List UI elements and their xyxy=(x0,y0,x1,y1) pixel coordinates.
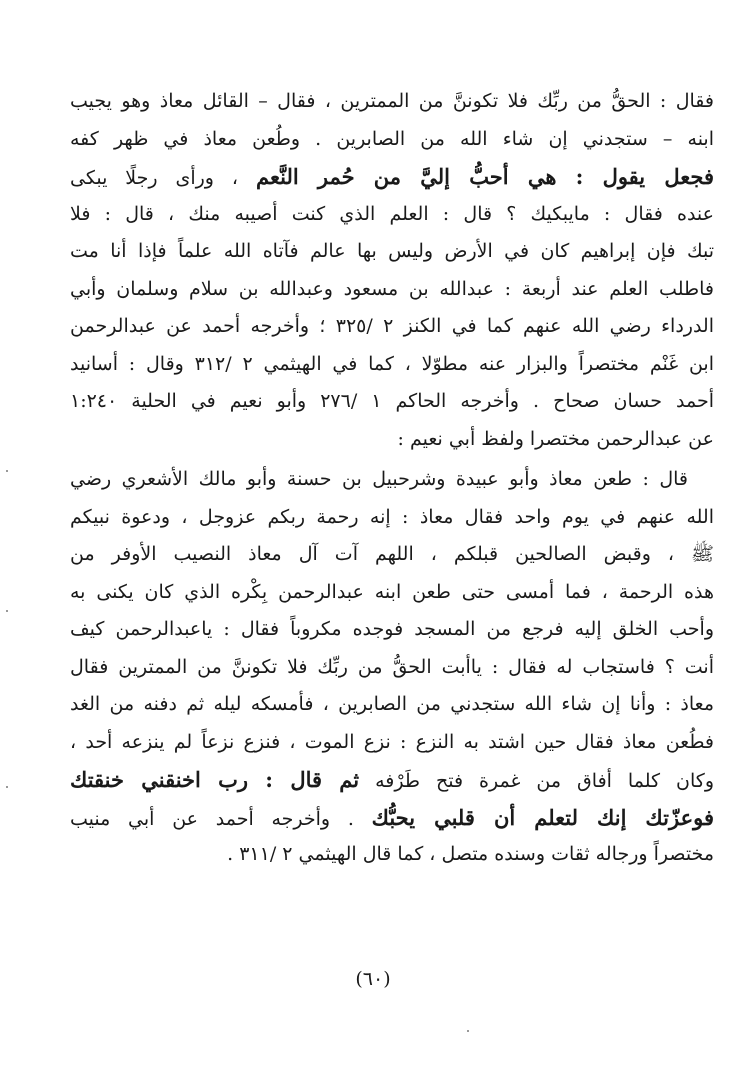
text-line: هذه الرحمة ، فما أمسى حتى طعن ابنه عبدالرحمن بِكْره الذي كان يكنى به xyxy=(70,580,714,603)
paragraph-1 xyxy=(70,83,714,458)
scan-speck xyxy=(6,610,8,612)
text-line xyxy=(70,799,714,837)
text-segment: ، ورأى رجلًا يبكى xyxy=(70,167,256,189)
text-line: فقال : الحقُّ من ربِّك فلا تكوننَّ من الممترين ، فقال – القائل معاذ وهو يجيب xyxy=(70,90,714,112)
text-line: ابن غَنْم مختصراً والبزار عنه مطوّلا ، كما في الهيثمي ٢ /٣١٢ وقال : أسانيد xyxy=(70,352,714,375)
scan-speck xyxy=(467,1030,469,1032)
text-line: قال : طعن معاذ وأبو عبيدة وشرحبيل بن حسنة وأبو مالك الأشعري رضي xyxy=(70,468,688,490)
text-line xyxy=(70,158,714,196)
text-line: عن عبدالرحمن مختصرا ولفظ أبي نعيم : xyxy=(397,427,714,450)
text-line: فاطلب العلم عند أربعة : عبدالله بن مسعود وعبدالله بن سلام وسلمان وأبي xyxy=(70,277,714,300)
emphasized-quote: فوعزّتك إنك لتعلم أن قلبي يحبُّك xyxy=(371,804,714,830)
emphasized-quote: ثم قال : رب اخنقني خنقتك xyxy=(70,767,360,792)
text-segment: . وأخرجه أحمد عن أبي منيب xyxy=(70,807,372,830)
paragraph-2 xyxy=(70,461,714,874)
scan-speck xyxy=(6,786,8,788)
page-number: (٦٠) xyxy=(355,968,391,990)
text-line: فطُعن معاذ فقال حين اشتد به النزع : نزع الموت ، فنزع نزعاً لم ينزعه أحد ، xyxy=(70,730,714,753)
emphasized-quote: فجعل يقول : هي أحبُّ إليَّ من حُمر النَّعم xyxy=(256,164,714,189)
text-segment: وكان كلما أفاق من غمرة فتح طَرْفه xyxy=(359,770,714,792)
text-line xyxy=(70,761,714,799)
scan-speck xyxy=(6,470,8,472)
text-line: الله عنهم في يوم واحد فقال معاذ : إنه رحمة ربكم عزوجل ، ودعوة نبيكم xyxy=(70,505,714,528)
text-line: مختصراً ورجاله ثقات وسنده متصل ، كما قال الهيثمي ٢ /٣١١ . xyxy=(227,843,714,865)
text-line: أحمد حسان صحاح . وأخرجه الحاكم ١ /٢٧٦ وأبو نعيم في الحلية ١:٢٤٠ xyxy=(70,390,714,412)
text-line: وأحب الخلق إليه فرجع من المسجد فوجده مكروباً فقال : ياعبدالرحمن كيف xyxy=(70,618,714,640)
page-body xyxy=(70,83,714,874)
text-line: معاذ : وأنا إن شاء الله ستجدني من الصابرين ، فأمسكه ليله ثم دفنه من الغد xyxy=(70,693,714,715)
text-line: ﷺ ، وقبض الصالحين قبلكم ، اللهم آت آل معاذ النصيب الأوفر من xyxy=(70,543,714,565)
text-line: تبك فإن إبراهيم كان في الأرض وليس بها عالم فآتاه الله علماً فإذا أنا مت xyxy=(70,240,714,262)
text-line: الدرداء رضي الله عنهم كما في الكنز ٢ /٣٢٥ ؛ وأخرجه أحمد عن عبدالرحمن xyxy=(70,315,714,337)
text-line: أنت ؟ فاستجاب له فقال : ياأبت الحقُّ من ربِّك فلا تكوننَّ من الممترين فقال xyxy=(70,655,714,678)
text-line: عنده فقال : مايبكيك ؟ قال : العلم الذي كنت أصيبه منك ، قال : فلا xyxy=(70,202,714,225)
text-line: ابنه – ستجدني إن شاء الله من الصابرين . وطُعن معاذ في ظهر كفه xyxy=(70,127,714,150)
